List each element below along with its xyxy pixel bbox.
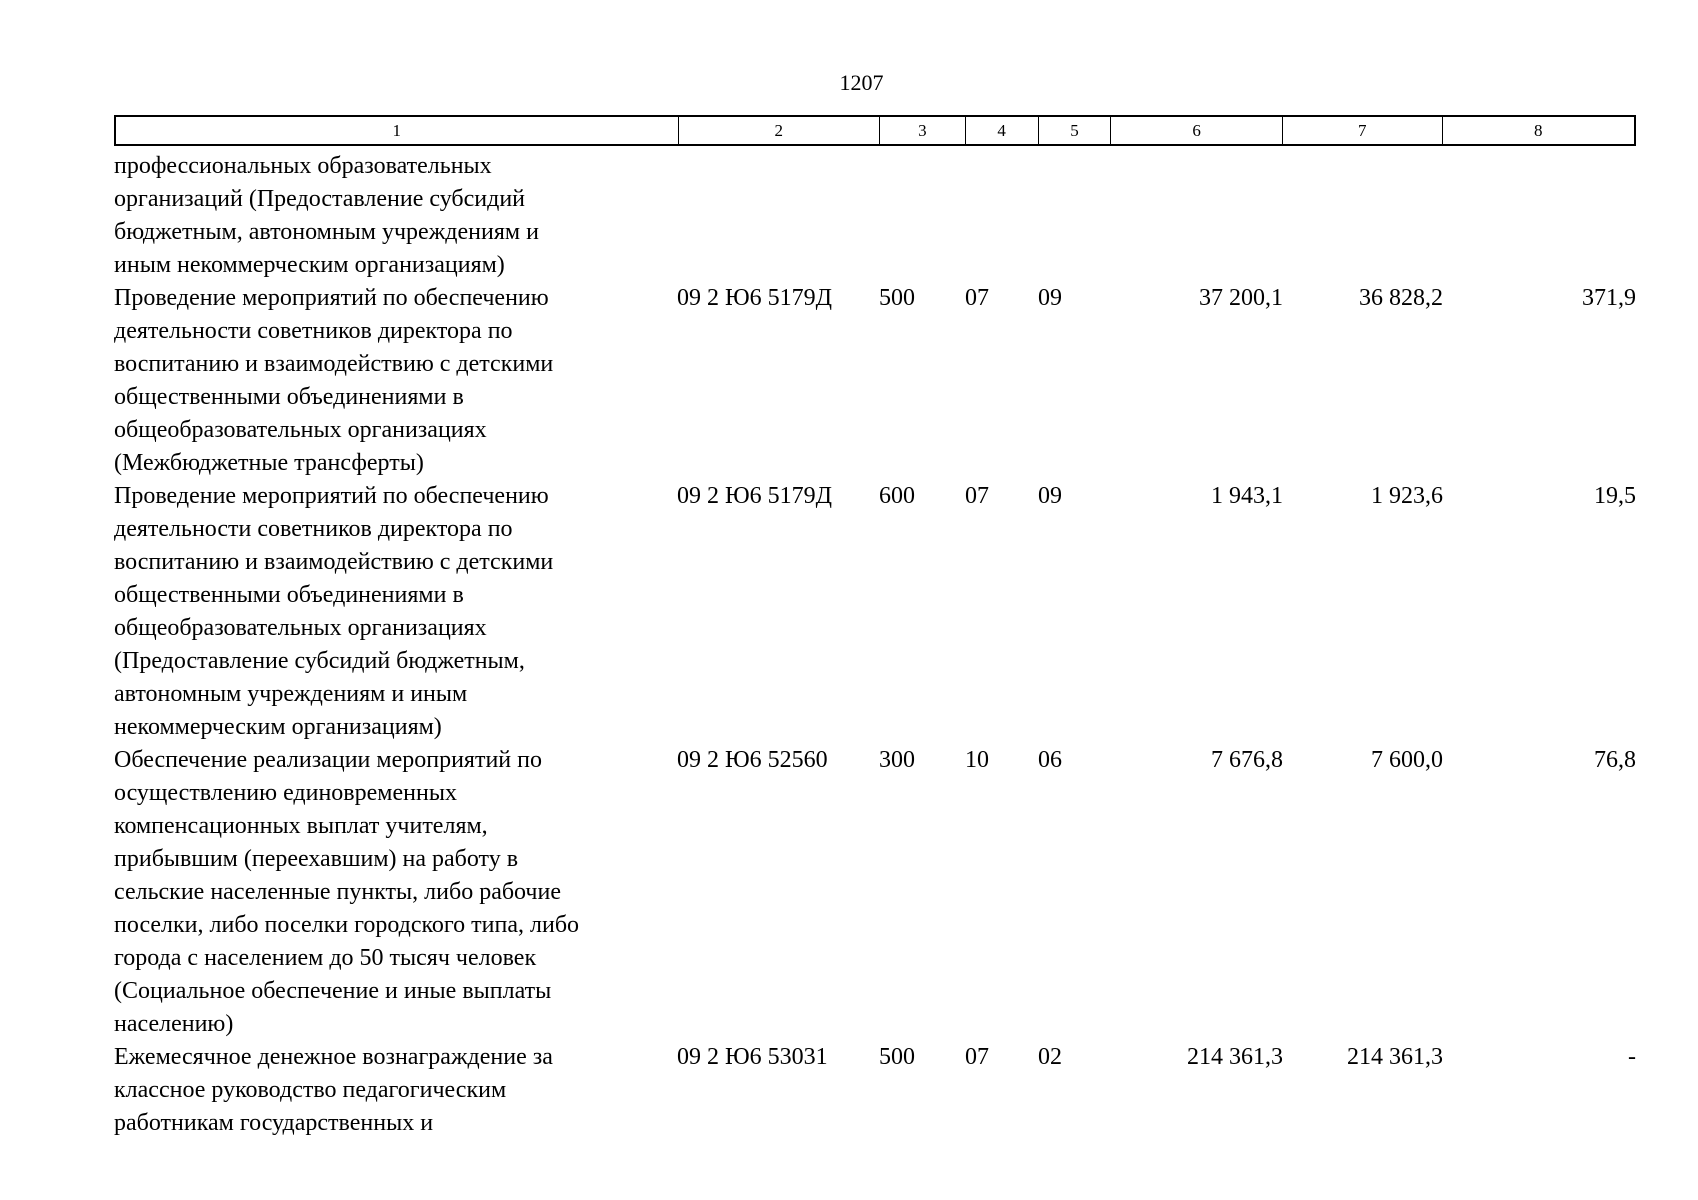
description-line: города с населением до 50 тысяч человек (114, 945, 537, 971)
row-description (114, 1041, 677, 1140)
row-value-col6: 214 361,3 (1187, 1044, 1283, 1070)
description-line: воспитанию и взаимодействию с детскими (114, 549, 554, 575)
header-col-1: 1 (392, 121, 401, 140)
row-expense-type: 500 (879, 1044, 915, 1070)
header-col-5: 5 (1038, 117, 1111, 144)
description-line: иным некоммерческим организациям) (114, 252, 505, 278)
row-code: 09 2 Ю6 5179Д (677, 483, 833, 509)
description-line: автономным учреждениям и иным (114, 681, 468, 707)
row-section: 07 (965, 483, 989, 509)
description-line: общеобразовательных организациях (114, 417, 487, 443)
row-expense-type: 500 (879, 285, 915, 311)
description-line: классное руководство педагогическим (114, 1077, 507, 1103)
row-value-col8: - (1628, 1044, 1636, 1070)
row-description (114, 480, 677, 744)
description-line: (Межбюджетные трансферты) (114, 450, 424, 476)
table-row (114, 282, 1636, 480)
description-line: населению) (114, 1011, 234, 1037)
row-code: 09 2 Ю6 5179Д (677, 285, 833, 311)
table-row (114, 1041, 1636, 1140)
row-value-col8: 371,9 (1582, 285, 1636, 311)
header-col-6: 6 (1110, 117, 1282, 144)
description-line: работникам государственных и (114, 1110, 434, 1136)
description-line: Обеспечение реализации мероприятий по (114, 747, 542, 773)
row-value-col7: 7 600,0 (1371, 747, 1443, 773)
description-line: бюджетным, автономным учреждениям и (114, 219, 539, 245)
description-line: общеобразовательных организациях (114, 615, 487, 641)
description-line: воспитанию и взаимодействию с детскими (114, 351, 554, 377)
table-row (114, 480, 1636, 744)
row-subsection: 09 (1038, 483, 1062, 509)
table-body (114, 150, 1636, 1140)
header-col-7: 7 (1282, 117, 1442, 144)
row-subsection: 02 (1038, 1044, 1062, 1070)
header-col-8: 8 (1442, 117, 1635, 144)
row-expense-type (879, 150, 965, 282)
header-col-3: 3 (879, 117, 965, 144)
row-description (114, 282, 677, 480)
description-line: Проведение мероприятий по обеспечению (114, 285, 549, 311)
header-col-4: 4 (965, 117, 1038, 144)
description-line: Ежемесячное денежное вознаграждение за (114, 1044, 553, 1070)
table-header (114, 115, 1636, 146)
description-line: Проведение мероприятий по обеспечению (114, 483, 549, 509)
row-value-col7 (1283, 150, 1443, 282)
description-line: сельские населенные пункты, либо рабочие (114, 879, 561, 905)
description-line: общественными объединениями в (114, 582, 464, 608)
row-value-col7: 214 361,3 (1347, 1044, 1443, 1070)
header-col-2: 2 (678, 117, 879, 144)
row-value-col6: 7 676,8 (1211, 747, 1283, 773)
row-description (114, 744, 677, 1041)
row-subsection: 09 (1038, 285, 1062, 311)
description-line: осуществлению единовременных (114, 780, 457, 806)
row-code: 09 2 Ю6 53031 (677, 1044, 828, 1070)
description-line: деятельности советников директора по (114, 516, 513, 542)
page-number: 1207 (839, 70, 884, 95)
row-section: 10 (965, 747, 989, 773)
table-row (114, 150, 1636, 282)
row-value-col7: 36 828,2 (1359, 285, 1443, 311)
row-value-col6: 37 200,1 (1199, 285, 1283, 311)
row-subsection: 06 (1038, 747, 1062, 773)
row-section (965, 150, 1038, 282)
row-value-col6 (1111, 150, 1283, 282)
row-description (114, 150, 677, 282)
row-value-col6: 1 943,1 (1211, 483, 1283, 509)
row-section: 07 (965, 285, 989, 311)
description-line: поселки, либо поселки городского типа, либо (114, 912, 580, 938)
row-value-col8: 19,5 (1594, 483, 1636, 509)
description-line: организаций (Предоставление субсидий (114, 186, 526, 212)
description-line: некоммерческим организациям) (114, 714, 442, 740)
row-expense-type: 600 (879, 483, 915, 509)
row-code (677, 150, 879, 282)
row-value-col7: 1 923,6 (1371, 483, 1443, 509)
row-expense-type: 300 (879, 747, 915, 773)
description-line: профессиональных образовательных (114, 153, 492, 179)
description-line: деятельности советников директора по (114, 318, 513, 344)
row-value-col8: 76,8 (1594, 747, 1636, 773)
description-line: прибывшим (переехавшим) на работу в (114, 846, 519, 872)
table-row (114, 744, 1636, 1041)
description-line: (Социальное обеспечение и иные выплаты (114, 978, 552, 1004)
description-line: компенсационных выплат учителям, (114, 813, 488, 839)
row-value-col8 (1443, 150, 1636, 282)
description-line: общественными объединениями в (114, 384, 464, 410)
row-section: 07 (965, 1044, 989, 1070)
row-subsection (1038, 150, 1111, 282)
row-code: 09 2 Ю6 52560 (677, 747, 828, 773)
description-line: (Предоставление субсидий бюджетным, (114, 648, 525, 674)
